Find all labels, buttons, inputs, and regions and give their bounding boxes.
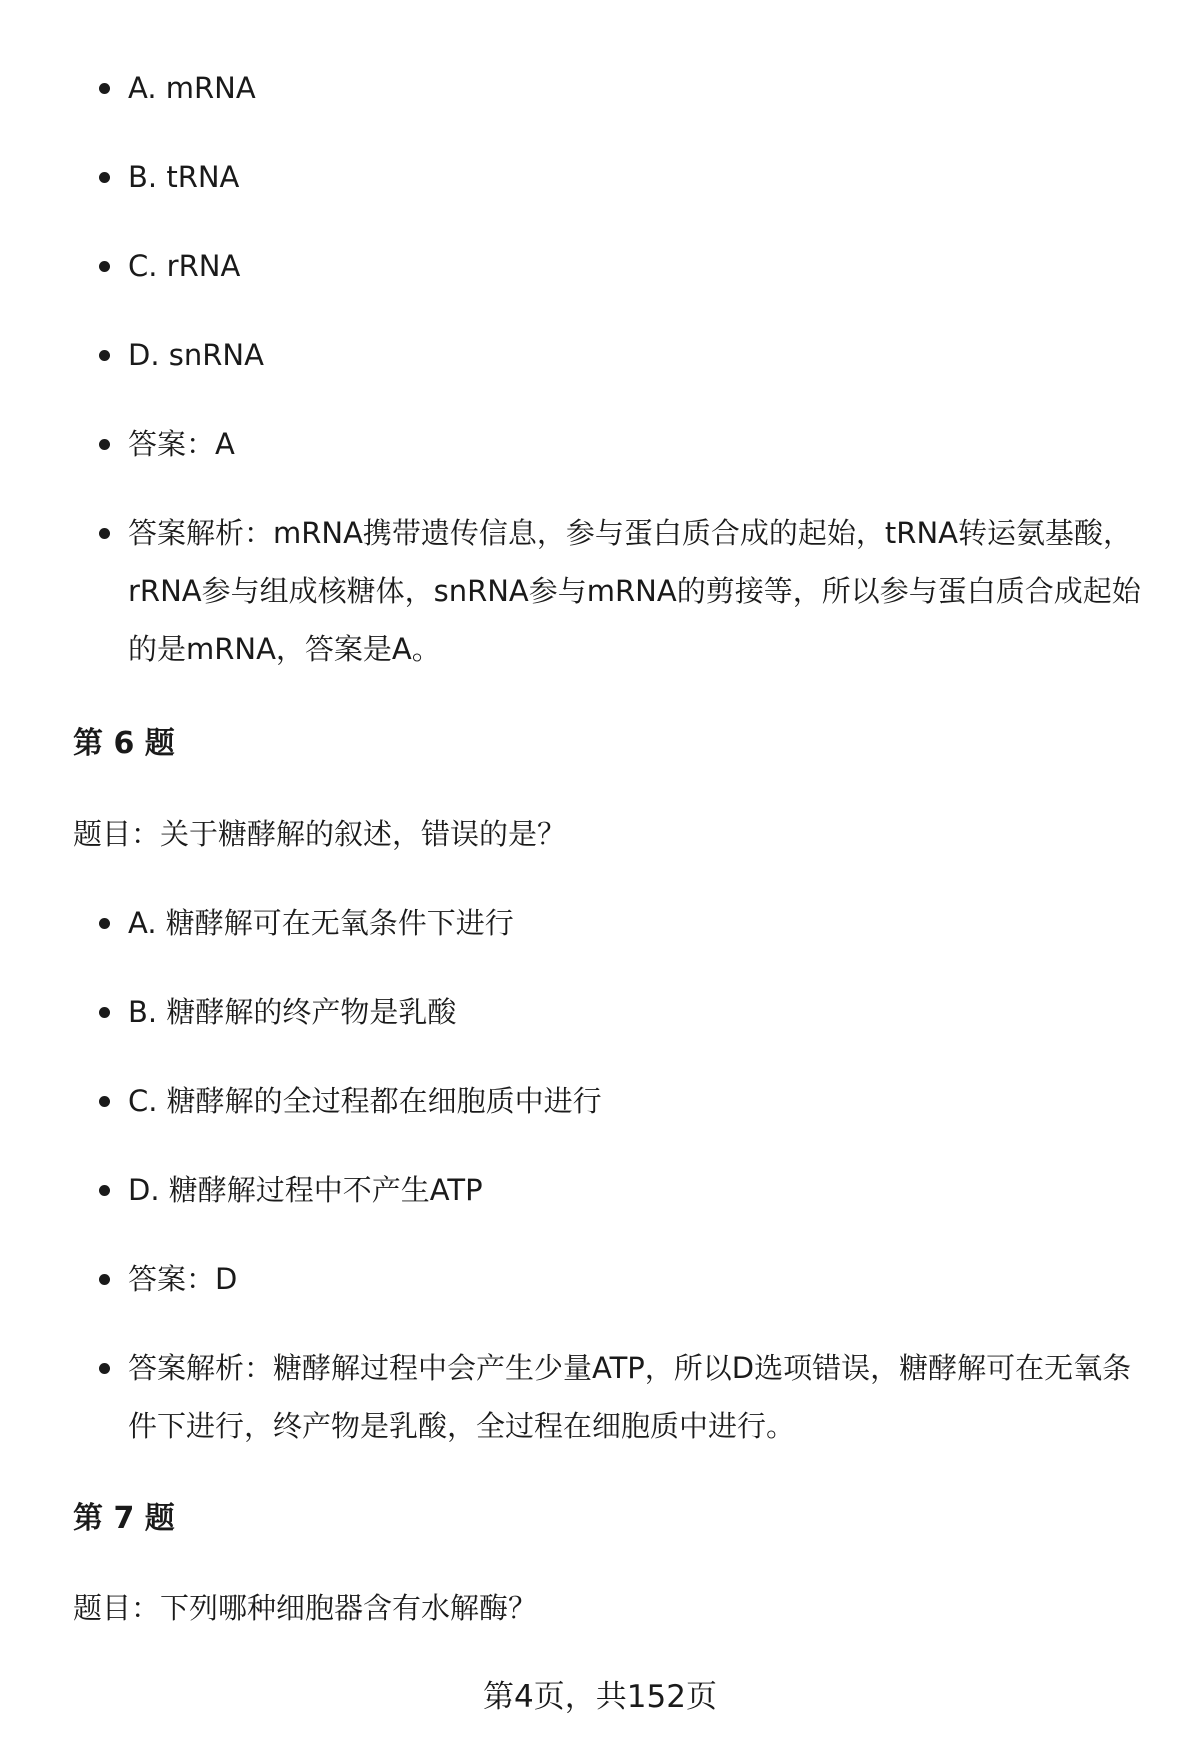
question-7-title-block bbox=[73, 1499, 1153, 1539]
option-text: A. 糖酵解可在无氧条件下进行 bbox=[128, 906, 514, 940]
bullet-icon bbox=[99, 172, 110, 183]
explanation-item bbox=[73, 504, 1153, 678]
explanation-text: 答案解析：糖酵解过程中会产生少量ATP，所以D选项错误，糖酵解可在无氧条件下进行，终产物是乳酸，全过程在细胞质中进行。 bbox=[128, 1351, 1132, 1443]
option-text: D. 糖酵解过程中不产生ATP bbox=[128, 1173, 483, 1207]
explanation-item bbox=[73, 1339, 1153, 1455]
bullet-icon bbox=[99, 439, 110, 450]
question-6-options bbox=[73, 894, 1153, 1486]
question-text: 题目：下列哪种细胞器含有水解酶？ bbox=[73, 1591, 538, 1625]
option-text: C. 糖酵解的全过程都在细胞质中进行 bbox=[128, 1084, 602, 1118]
option-text: A. mRNA bbox=[128, 71, 256, 105]
bullet-icon bbox=[99, 1274, 110, 1285]
question-title: 第 7 题 bbox=[73, 1501, 175, 1536]
list-item bbox=[73, 1072, 1153, 1130]
page-number-footer: 第4页，共152页 bbox=[483, 1679, 717, 1715]
list-item bbox=[73, 237, 1153, 295]
answer-item bbox=[73, 415, 1153, 473]
question-6-text-block bbox=[73, 814, 1153, 854]
question-6-title-block bbox=[73, 724, 1153, 764]
bullet-icon bbox=[99, 1185, 110, 1196]
option-text: D. snRNA bbox=[128, 338, 264, 372]
list-item bbox=[73, 894, 1153, 952]
list-item bbox=[73, 1161, 1153, 1219]
answer-text: 答案：D bbox=[128, 1262, 238, 1296]
bullet-icon bbox=[99, 261, 110, 272]
option-text: C. rRNA bbox=[128, 249, 241, 283]
bullet-icon bbox=[99, 350, 110, 361]
question-5-options bbox=[73, 59, 1153, 709]
answer-text: 答案：A bbox=[128, 427, 235, 461]
list-item bbox=[73, 148, 1153, 206]
bullet-icon bbox=[99, 528, 110, 539]
bullet-icon bbox=[99, 918, 110, 929]
question-7-text-block bbox=[73, 1588, 1153, 1628]
bullet-icon bbox=[99, 1363, 110, 1374]
list-item bbox=[73, 983, 1153, 1041]
answer-item bbox=[73, 1250, 1153, 1308]
explanation-text: 答案解析：mRNA携带遗传信息，参与蛋白质合成的起始，tRNA转运氨基酸，rRNA参与组成核糖体，snRNA参与mRNA的剪接等，所以参与蛋白质合成起始的是mRNA，答案是A。 bbox=[128, 516, 1141, 666]
bullet-icon bbox=[99, 1007, 110, 1018]
option-text: B. 糖酵解的终产物是乳酸 bbox=[128, 995, 457, 1029]
question-text: 题目：关于糖酵解的叙述，错误的是？ bbox=[73, 817, 567, 851]
list-item bbox=[73, 59, 1153, 117]
option-text: B. tRNA bbox=[128, 160, 240, 194]
question-title: 第 6 题 bbox=[73, 726, 175, 761]
bullet-icon bbox=[99, 1096, 110, 1107]
list-item bbox=[73, 326, 1153, 384]
option-list bbox=[73, 894, 1153, 1455]
option-list bbox=[73, 59, 1153, 678]
bullet-icon bbox=[99, 83, 110, 94]
